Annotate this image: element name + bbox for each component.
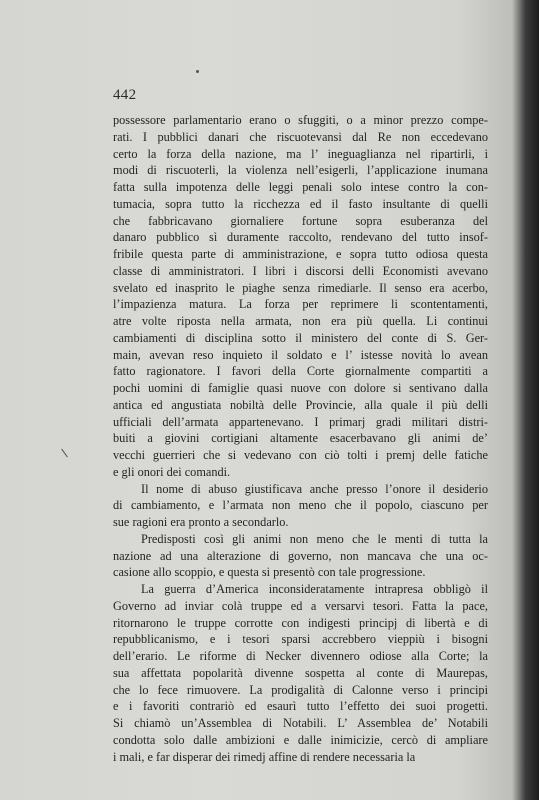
paragraph-4-line: i mali, e far disperar dei rimedj affine di rendere necessaria la	[113, 749, 416, 764]
paragraph-1-line: vecchi guerrieri che si vedevano con ciò tolti i premj delle fatiche	[113, 448, 488, 462]
paragraph-4-line: e i favoriti contrariò ed esaurì tutto l’effetto dei suoi progetti.	[113, 699, 488, 714]
paragraph-1-line: che fabbricavano giornaliere fortune sopra esuberanza del	[113, 213, 488, 228]
paragraph-1-line: l’impazienza matura. La forza per reprimere li scontentamenti,	[113, 297, 488, 312]
paragraph-2-line: Il nome di abuso giustificava anche presso l’onore il desiderio	[141, 481, 488, 496]
page-number: 442	[113, 87, 137, 103]
paragraph-1-line: tumacia, sopra tutto la ricchezza ed il fasto insultante di quelli	[113, 196, 488, 211]
paragraph-2-line: sue ragioni era pronto a secondarlo.	[113, 515, 289, 529]
paragraph-1-line: fatto ragionatore. I favori della Corte giornalmente compartiti a	[113, 364, 488, 379]
paragraph-3-line: casione allo scoppio, e questa si presentò con tale progressione.	[113, 565, 426, 580]
paragraph-1-line: main, avevan reso inquieto il soldato e l’ istesse novità lo avean	[113, 347, 488, 362]
paragraph-4-line: condotta solo dalle ambizioni e dalle inimicizie, cercò di ampliare	[113, 732, 488, 747]
paragraph-1-line: e gli onori dei comandi.	[113, 464, 231, 479]
paragraph-1-line: cambiamenti di disciplina sotto il ministero del conte di S. Ger-	[113, 330, 488, 345]
paragraph-4-line: sua affettata popolarità divenne sospetta al conte di Maurepas,	[113, 665, 488, 680]
paragraph-1-line: fribile questa parte di amministrazione, e sopra tutto odiosa questa	[113, 247, 488, 261]
paragraph-4-line: repubblicanismo, e i tesori sparsi accrebbero vieppiù i bisogni	[113, 632, 488, 647]
paragraph-1-line: classe di amministratori. I libri i discorsi delli Economisti avevano	[113, 263, 488, 278]
paragraph-4-line: Si chiamò un’Assemblea di Notabili. L’ Assemblea de’ Notabili	[113, 716, 488, 730]
paragraph-1-line: rati. I pubblici danari che riscuotevansi dal Re non eccedevano	[113, 129, 488, 144]
paragraph-1-line: fatta sulla impotenza delle leggi penali solo intese contro la con-	[113, 180, 488, 194]
paragraph-1-line: atre volte riposta nella armata, non era più quella. Li continui	[113, 314, 488, 328]
paragraph-4-line: dell’erario. Le riforme di Necker divennero odiose alla Corte; la	[113, 649, 488, 663]
ink-speck	[196, 70, 199, 73]
paragraph-1-line: certo la forza della nazione, ma l’ ineguaglianza nel ripartirli, i	[113, 146, 488, 161]
paragraph-1-line: buiti a giovini cortigiani altamente esacerbavano gli animi de’	[113, 431, 488, 446]
paragraph-1-line: pochi uomini di famiglie quasi nuove con dolore si sentivano dalla	[113, 381, 488, 395]
paragraph-4-line: Governo ad inviar colà truppe ed a versarvi tesori. Fatta la pace,	[113, 598, 488, 613]
paragraph-2-line: di cambiamento, e l’armata non meno che il popolo, ciascuno per	[113, 498, 488, 513]
paragraph-1-line: antica ed angustiata nobiltà delle Provincie, alla quale il più delli	[113, 397, 488, 412]
paragraph-4-line: La guerra d’America inconsideratamente intrapresa obbligò il	[141, 582, 488, 596]
paragraph-3-line: nazione ad una alterazione di governo, non mancava che una oc-	[113, 548, 488, 563]
paragraph-1-line: danaro pubblico sì duramente raccolto, rendevano del tutto insof-	[113, 230, 488, 245]
paragraph-1-line: possessore parlamentario erano o sfuggiti, o a minor prezzo compe-	[113, 113, 488, 127]
paragraph-1-line: svelato ed inasprito le piaghe senza rimediarle. Il senso era acerbo,	[113, 280, 488, 295]
paragraph-1-line: modi di riscuoterli, la violenza nell’esigerli, l’applicazione inumana	[113, 163, 488, 178]
paragraph-1-line: ufficiali dell’armata appartenevano. I primarj gradi militari distri-	[113, 414, 488, 429]
paragraph-3-line: Predisposti così gli animi non meno che le menti di tutta la	[141, 531, 488, 546]
margin-pencil-mark	[61, 449, 68, 458]
paragraph-4-line: ritornarono le truppe corrotte con indigesti principj di libertà e di	[113, 615, 488, 630]
paragraph-4-line: che lo fece rimuovere. La prodigalità di Calonne verso i principi	[113, 682, 488, 697]
body-text	[113, 112, 488, 765]
